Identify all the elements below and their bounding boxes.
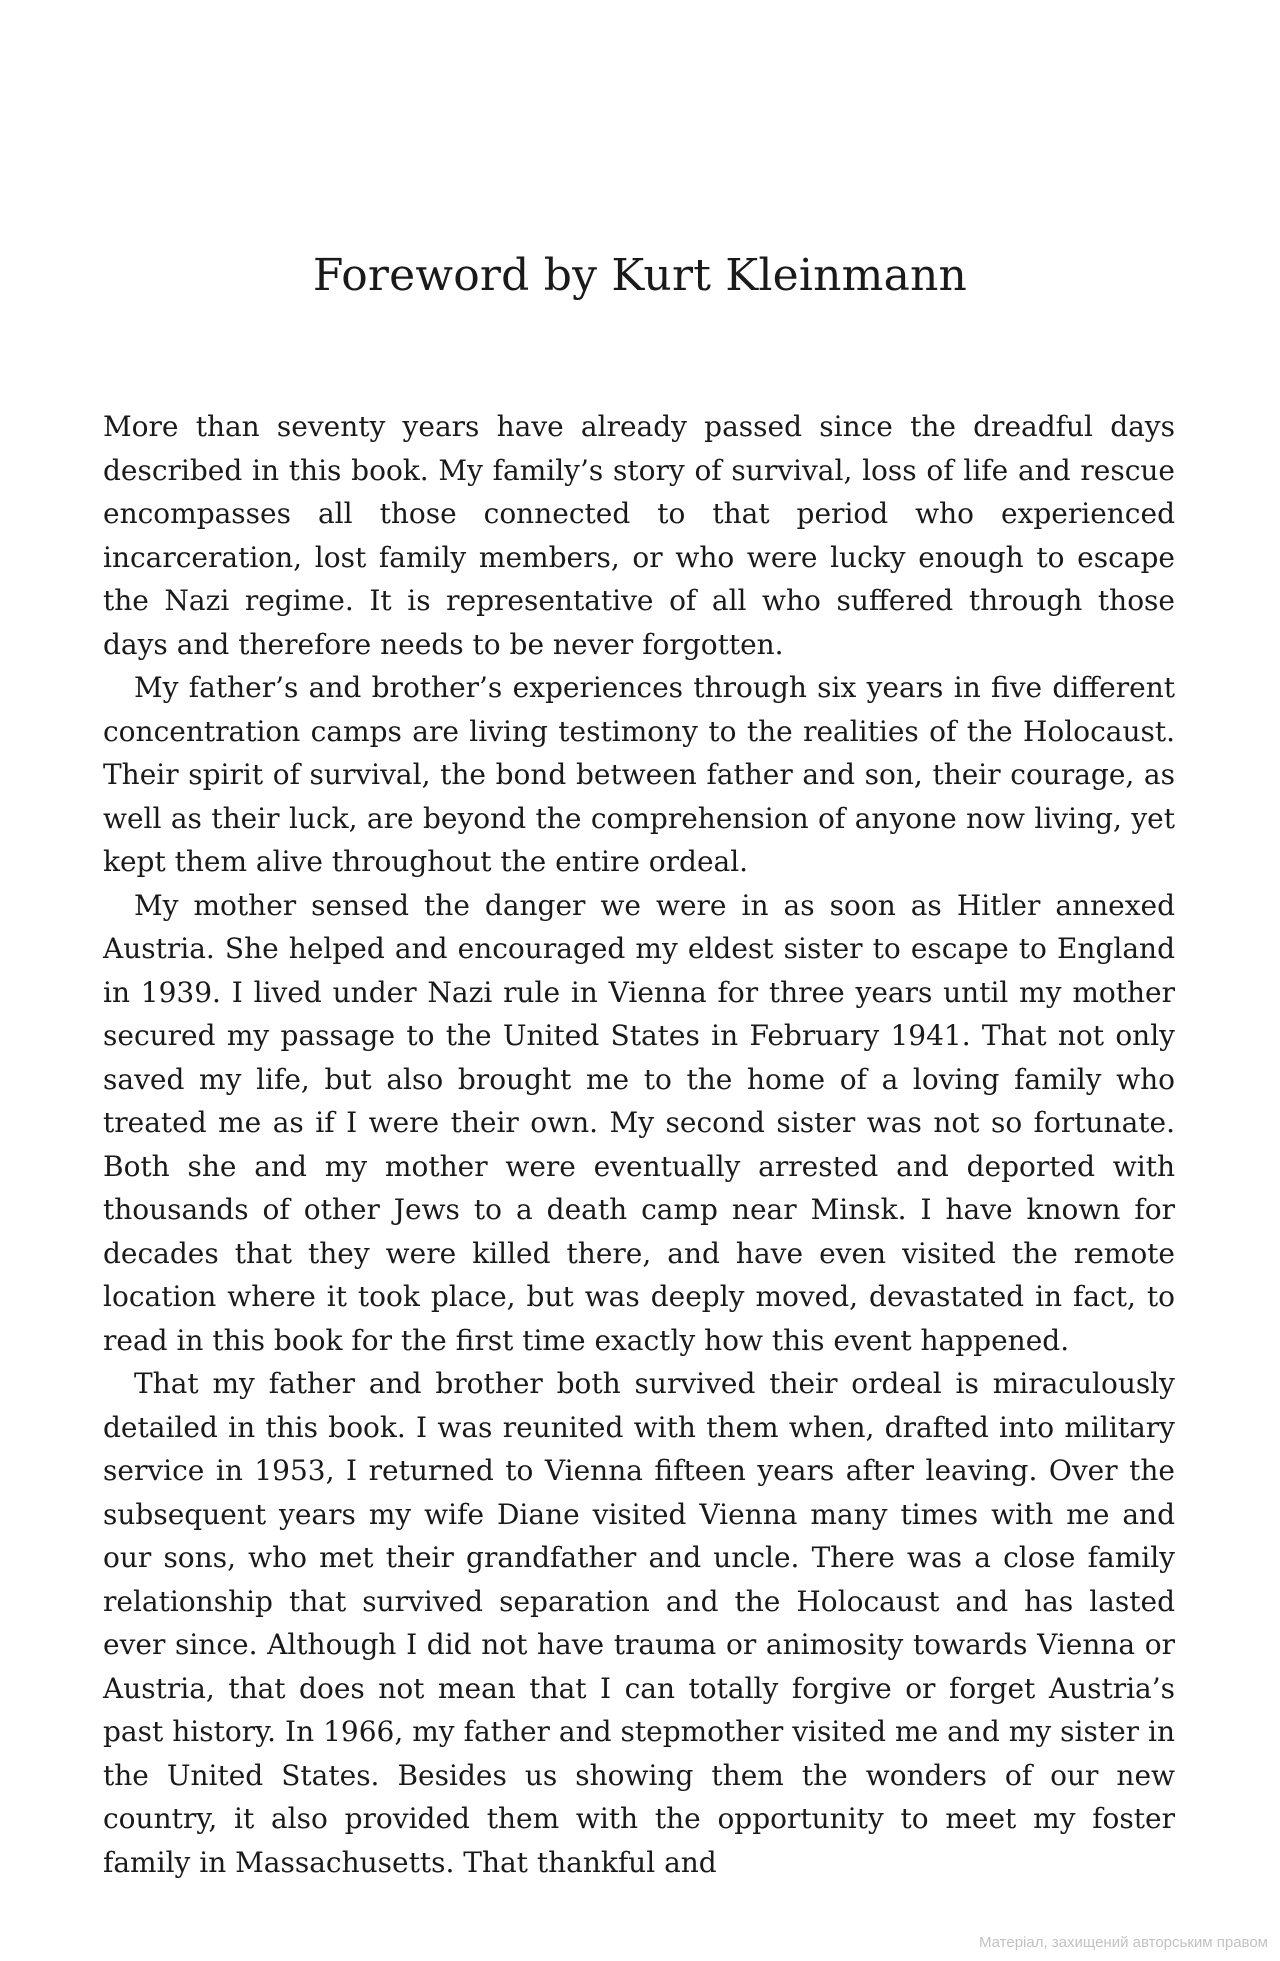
paragraph: More than seventy years have already passed since the dreadful days described in this book. My family’s story of survival, loss of life and rescue encompasses all those connected to that period who experienced incarceration, lost family members, or who were lucky enough to escape the Nazi regime. It is representative of all who suffered through those days and therefore needs to be never forgotten. xyxy=(103,410,1175,661)
paragraph: That my father and brother both survived their ordeal is miraculously detailed in this book. I was reunited with them when, drafted into military service in 1953, I returned to Vienna fifteen years after leaving. Over the subsequent years my wife Diane visited Vienna many times with me and our sons, who met their grandfather and uncle. There was a close family relationship that survived separation and the Holocaust and has lasted ever since. Although I did not have trauma or animosity towards Vienna or Austria, that does not mean that I can totally forgive or forget Austria’s past history. In 1966, my father and stepmother visited me and my sister in the United States. Besides us showing them the wonders of our new country, it also provided them with the opportunity to meet my foster family in Massachusetts. That thankful and xyxy=(103,1367,1175,1879)
body-text xyxy=(103,405,1175,1884)
page-title: Foreword by Kurt Kleinmann xyxy=(312,250,968,301)
paragraph: My father’s and brother’s experiences through six years in five different concentration camps are living testimony to the realities of the Holocaust. Their spirit of survival, the bond between father and son, their courage, as well as their luck, are beyond the comprehension of anyone now living, yet kept them alive throughout the entire ordeal. xyxy=(103,671,1175,878)
paragraph: My mother sensed the danger we were in as soon as Hitler annexed Austria. She helped and encouraged my eldest sister to escape to England in 1939. I lived under Nazi rule in Vienna for three years until my mother secured my passage to the United States in February 1941. That not only saved my life, but also brought me to the home of a loving family who treated me as if I were their own. My second sister was not so fortunate. Both she and my mother were eventually arrested and deported with thousands of other Jews to a death camp near Minsk. I have known for decades that they were killed there, and have even visited the remote location where it took place, but was deeply moved, devastated in fact, to read in this book for the first time exactly how this event happened. xyxy=(103,888,1175,1357)
copyright-watermark: Матеріал, захищений авторським правом xyxy=(978,1934,1268,1951)
